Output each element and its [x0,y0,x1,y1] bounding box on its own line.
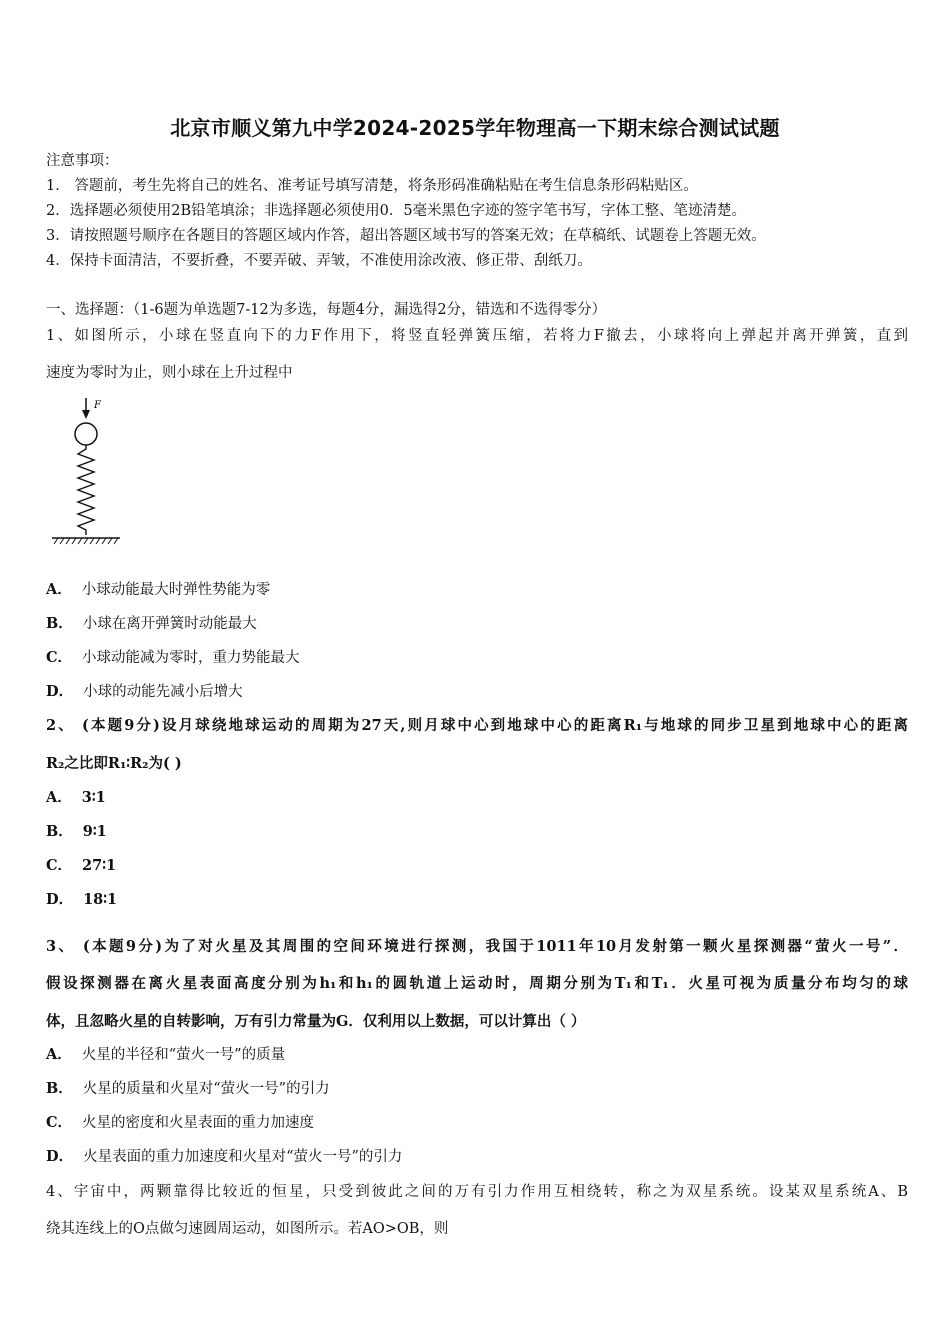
q2-stem-line2: R₂之比即R₁∶R₂为( ) [46,755,182,772]
force-arrow-head [82,410,90,419]
q3-option-d: D． 火星表面的重力加速度和火星对“萤火一号”的引力 [46,1148,403,1165]
notice-item-1: 1． 答题前，考生先将自己的姓名、准考证号填写清楚，将条形码准确粘贴在考生信息条形码粘贴区。 [46,178,698,194]
ground-hatch [54,538,118,544]
q3-option-b: B． 火星的质量和火星对“萤火一号”的引力 [46,1080,330,1097]
q2-option-b: B． 9∶1 [46,823,107,840]
q3-stem-line3: 体，且忽略火星的自转影响，万有引力常量为G．仅利用以上数据，可以计算出（ ） [46,1013,586,1030]
q4-stem-line1: 4、宇宙中，两颗靠得比较近的恒星，只受到彼此之间的万有引力作用互相绕转，称之为双星系统。设某双星系统A、B [46,1184,908,1200]
q3-option-c: C． 火星的密度和火星表面的重力加速度 [46,1114,315,1131]
spring-coil [78,445,94,535]
spring-ball-figure [46,392,126,550]
q1-stem-line1: 1、如图所示，小球在竖直向下的力F作用下，将竖直轻弹簧压缩，若将力F撤去，小球将向上弹起并离开弹簧，直到 [46,328,908,344]
q2-option-d: D． 18∶1 [46,891,118,908]
force-label: F [94,400,101,411]
q1-option-b: B． 小球在离开弹簧时动能最大 [46,615,257,632]
section-heading: 一、选择题：（1-6题为单选题7-12为多选，每题4分，漏选得2分，错选和不选得零分） [46,302,607,318]
q3-stem-line2: 假设探测器在离火星表面高度分别为h₁和h₁的圆轨道上运动时，周期分别为T₁和T₁．火星可视为质量分布均匀的球 [46,975,908,992]
q1-option-c: C． 小球动能减为零时，重力势能最大 [46,649,300,666]
q3-option-a: A． 火星的半径和“萤火一号”的质量 [46,1046,286,1063]
notice-heading: 注意事项： [46,153,119,169]
q2-stem-line1: 2、 (本题9分)设月球绕地球运动的周期为27天,则月球中心到地球中心的距离R₁与地球的同步卫星到地球中心的距离 [46,717,908,734]
q4-stem-line2: 绕其连线上的O点做匀速圆周运动，如图所示。若AO>OB，则 [46,1221,449,1237]
q3-stem-line1: 3、 (本题9分)为了对火星及其周围的空间环境进行探测，我国于1011年10月发射第一颗火星探测器“萤火一号”． [46,938,908,955]
q1-option-d: D． 小球的动能先减小后增大 [46,683,243,700]
notice-item-4: 4．保持卡面清洁，不要折叠，不要弄破、弄皱，不准使用涂改液、修正带、刮纸刀。 [46,253,592,269]
page-title: 北京市顺义第九中学2024-2025学年物理高一下期末综合测试试题 [170,116,780,140]
ball [75,423,97,445]
q2-option-a: A． 3∶1 [46,789,106,806]
notice-item-3: 3．请按照题号顺序在各题目的答题区域内作答，超出答题区域书写的答案无效；在草稿纸、试题卷上答题无效。 [46,228,766,244]
q2-option-c: C． 27∶1 [46,857,117,874]
q1-option-a: A． 小球动能最大时弹性势能为零 [46,581,271,598]
q1-stem-line2: 速度为零时为止，则小球在上升过程中 [46,365,293,381]
notice-item-2: 2．选择题必须使用2B铅笔填涂；非选择题必须使用0．5毫米黑色字迹的签字笔书写，字体工整、笔迹清楚。 [46,203,747,219]
